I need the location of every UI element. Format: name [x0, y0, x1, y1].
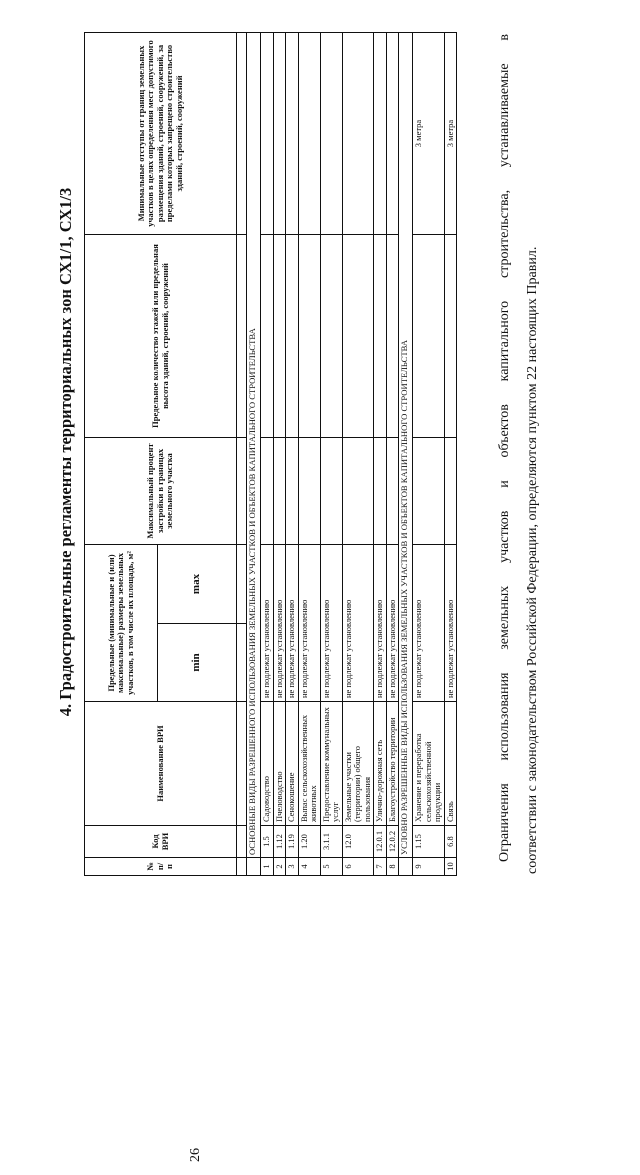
- row-indent: [261, 33, 274, 235]
- row-indent: [374, 33, 387, 235]
- row-indent: [320, 33, 342, 235]
- row-indent: 3 метра: [413, 33, 445, 235]
- row-floors: [413, 235, 445, 438]
- row-floors: [320, 235, 342, 438]
- row-code: 1.19: [286, 826, 299, 858]
- row-number: 3: [286, 858, 299, 876]
- row-pct: [413, 438, 445, 545]
- row-number: 7: [374, 858, 387, 876]
- row-code: 1.15: [413, 826, 445, 858]
- col-header-area: Предельные (минимальные и (или) максимальные) размеры земельных участков, в том числе их площадь, м²: [85, 545, 158, 702]
- row-indent: [286, 33, 299, 235]
- regulations-table: [84, 32, 457, 876]
- row-code: 12.0: [342, 826, 374, 858]
- col-header-pct: Максимальный процент застройки в границах земельного участка: [85, 438, 237, 545]
- footnote-line-1: Ограничения использования земельных участков и объектов капитального строительства, устанавливаемые в: [497, 34, 512, 862]
- row-indent: [298, 33, 320, 235]
- row-name: Благоустройство территории: [386, 702, 399, 826]
- row-name: Связь: [444, 702, 457, 826]
- row-number: 1: [261, 858, 274, 876]
- row-floors: [286, 235, 299, 438]
- row-area: не подлежат установлению: [413, 545, 445, 702]
- col-header-max: max: [158, 545, 237, 624]
- col-header-min: min: [158, 624, 237, 702]
- table-row: [273, 33, 286, 876]
- col-header-indent: Минимальные отступы от границ земельных участков в целях определения мест допустимого размещения зданий, строений, сооружений, за пределами которых запрещено строительство зданий, строений, сооружений: [85, 33, 237, 235]
- row-pct: [298, 438, 320, 545]
- row-code: 1.5: [261, 826, 274, 858]
- row-pct: [342, 438, 374, 545]
- row-name: Сенокошение: [286, 702, 299, 826]
- table-row: [261, 33, 274, 876]
- row-name: Выпас сельскохозяйственных животных: [298, 702, 320, 826]
- row-name: Улично-дорожная сеть: [374, 702, 387, 826]
- row-floors: [261, 235, 274, 438]
- table-row: [444, 33, 457, 876]
- row-name: Садоводство: [261, 702, 274, 826]
- row-pct: [273, 438, 286, 545]
- row-area: не подлежат установлению: [320, 545, 342, 702]
- table-row: [342, 33, 374, 876]
- row-floors: [444, 235, 457, 438]
- row-area: не подлежат установлению: [386, 545, 399, 702]
- row-area: не подлежат установлению: [342, 545, 374, 702]
- row-indent: 3 метра: [444, 33, 457, 235]
- row-area: не подлежат установлению: [273, 545, 286, 702]
- col-header-code: Код ВРИ: [85, 826, 237, 858]
- table-row: [413, 33, 445, 876]
- row-code: 3.1.1: [320, 826, 342, 858]
- col-header-floors: Предельное количество этажей или предельная высота зданий, строений, сооружений: [85, 235, 237, 438]
- page-heading: 4. Градостроительные регламенты территориальных зон СХ1/1, СХ1/3: [56, 187, 75, 717]
- table-row: [298, 33, 320, 876]
- row-name: Хранение и переработка сельскохозяйственной продукции: [413, 702, 445, 826]
- row-number: 10: [444, 858, 457, 876]
- row-indent: [273, 33, 286, 235]
- row-floors: [298, 235, 320, 438]
- row-floors: [342, 235, 374, 438]
- table-row: [286, 33, 299, 876]
- row-area: не подлежат установлению: [444, 545, 457, 702]
- row-area: не подлежат установлению: [286, 545, 299, 702]
- row-area: не подлежат установлению: [374, 545, 387, 702]
- row-code: 12.0.1: [374, 826, 387, 858]
- row-name: Пчеловодство: [273, 702, 286, 826]
- row-pct: [261, 438, 274, 545]
- row-number: 5: [320, 858, 342, 876]
- row-number: 4: [298, 858, 320, 876]
- row-pct: [374, 438, 387, 545]
- table-row: [374, 33, 387, 876]
- row-number: 9: [413, 858, 445, 876]
- row-code: 1.12: [273, 826, 286, 858]
- row-code: 1.20: [298, 826, 320, 858]
- row-floors: [386, 235, 399, 438]
- row-indent: [342, 33, 374, 235]
- table-row: [320, 33, 342, 876]
- footnote-line-2: соответствии с законодательством Российской Федерации, определяются пунктом 22 настоящих Правил.: [525, 246, 540, 874]
- row-number: 2: [273, 858, 286, 876]
- row-floors: [273, 235, 286, 438]
- table-row: [386, 33, 399, 876]
- row-number: 8: [386, 858, 399, 876]
- row-indent: [386, 33, 399, 235]
- section-title-main: ОСНОВНЫЕ ВИДЫ РАЗРЕШЕННОГО ИСПОЛЬЗОВАНИЯ ЗЕМЕЛЬНЫХ УЧАСТКОВ И ОБЪЕКТОВ КАПИТАЛЬНОГО СТРОИТЕЛЬСТВА: [247, 33, 261, 858]
- spacer-row: [237, 33, 247, 876]
- row-name: Предоставление коммунальных услуг: [320, 702, 342, 826]
- col-header-name: Наименование ВРИ: [85, 702, 237, 826]
- section-row-main: [247, 33, 261, 876]
- section-title-conditional: УСЛОВНО РАЗРЕШЕННЫЕ ВИДЫ ИСПОЛЬЗОВАНИЯ ЗЕМЕЛЬНЫХ УЧАСТКОВ И ОБЪЕКТОВ КАПИТАЛЬНОГО СТРОИТЕЛЬСТВА: [399, 33, 413, 858]
- row-name: Земельные участки (территории) общего пользования: [342, 702, 374, 826]
- rotated-page-content: [54, 20, 586, 884]
- row-floors: [374, 235, 387, 438]
- row-pct: [286, 438, 299, 545]
- row-number: 6: [342, 858, 374, 876]
- page-number: 26: [188, 1148, 203, 1162]
- row-area: не подлежат установлению: [261, 545, 274, 702]
- row-pct: [320, 438, 342, 545]
- col-header-num: № п/п: [85, 858, 237, 876]
- row-pct: [444, 438, 457, 545]
- row-pct: [386, 438, 399, 545]
- section-row-conditional: [399, 33, 413, 876]
- row-code: 12.0.2: [386, 826, 399, 858]
- row-area: не подлежат установлению: [298, 545, 320, 702]
- row-code: 6.8: [444, 826, 457, 858]
